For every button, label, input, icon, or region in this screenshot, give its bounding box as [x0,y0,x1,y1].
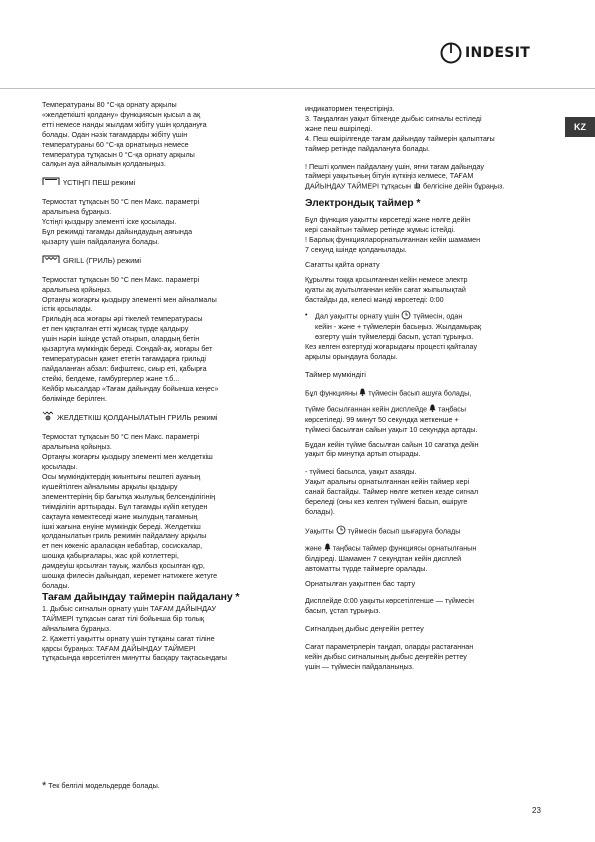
indesit-logo-mark-icon [440,42,462,64]
text-line: істік қосылады. [42,304,93,314]
text-line: Кейбір мысалдар «Тағам дайындау бойынша кеңес» [42,383,219,393]
grill-text [42,275,290,404]
cancel-time-text [305,596,553,616]
text-line: бастайды да, келесі мәнді көрсетеді: 0:00 [305,294,444,304]
text-line: Грильдің аса жоғары әрі тікелей температурасы [42,314,203,324]
text-line: күшейтілген айналымы арқылы қыздыру [42,481,178,491]
left-column [42,100,290,663]
grill-heading [42,255,290,267]
text-line: Температураны 80 °С-қа орнату арқылы [42,100,177,109]
fan-grill-text [42,432,290,591]
text-line: Ортаңғы жоғарғы қыздыру элементі мен айналмалы [42,294,217,304]
text-line: 2. Қажетті уақытты орнату үшін тұтқаны сағат тіліне [42,633,215,643]
top-heat-heading [42,177,290,189]
text-line: уақыт бір минутқа артып отырады. [305,449,421,459]
footnote [42,780,160,792]
text-line: пайдаланған абзал: бифштекс, сиыр еті, қабырға [42,363,207,373]
text-line: өзгерту үшін түймелерді басып, ұстап тұрыңыз. [315,332,474,342]
text-line: көрсетіледі. 99 минут 50 секундқа жеткенше + [305,414,459,424]
text-line: Сағат параметрлерін таңдап, оларды растағаннан [305,642,474,652]
text-line: аралығына бұраңыз. [42,207,112,217]
text-line: үшін нәрін ішінде ұстай отырып, олардың бетін [42,334,200,344]
text-line: болады). [305,507,335,516]
text-line: Уақыт аралығы орнатылғаннан кейін таймер кері [305,477,470,487]
text-line: ет пен қақталған етті жұмсақ түрде қалдыру [42,324,189,334]
volume-text [305,642,553,672]
text-line: және пеш өшіріледі. [305,123,373,133]
bell-icon [429,404,436,415]
timer-decrease-text [305,467,553,517]
text-line: «желдеткішті қолдану» функциясын қысыл а ақ [42,109,201,119]
text-line: айналымға бұраңыз. [42,623,112,633]
bell-icon [359,388,366,399]
text-line: кейін дыбыс сигналының дыбыс деңгейін реттеу [305,652,467,662]
text-line: температураны 60 °С-қа орнатыңыз немесе [42,139,189,149]
text-line: Термостат тұтқасын 50 °С пен Макс. параметрі [42,197,200,207]
text-line: элементтерінің бір бағытқа жылулық белсенділігінің [42,491,216,501]
fan-grill-heading [42,411,290,424]
page-number: 23 [532,806,541,815]
section-heading: GRILL (ГРИЛЬ) режимі [63,255,141,265]
time-display-text: Уақытты түймесін басып шығаруға болады және таңбасы таймер функциясы орнатылғанын білдіреді. Шамамен 7 секундтан кейін дисплей автоматты түрде таймерге оралады. [305,525,553,574]
cancel-time-heading: Орнатылған уақытпен бас тарту [305,578,416,588]
text-line: ДАЙЫНДАУ ТАЙМЕРІ тұтқасын белгісіне дейін бұраңыз. [305,181,505,191]
text-line: етті немесе нанды жылдам жібіту үшін қолдануға [42,119,207,129]
clock-reset-text [305,275,553,305]
text-line: кейін - және + түймелерін басыңыз. Жылдамырақ [315,322,482,332]
text-line: басып, ұстап тұрыңыз. [305,606,381,616]
text-line: тиімділігін арттырады. Бұл тағамды күйіп кетуден [42,501,208,511]
volume-heading: Сигналдың дыбыс деңгейін реттеу [305,624,424,634]
text-line: - түймесі басылса, уақыт азаяды. [305,467,417,477]
cooking-timer-heading: Тағам дайындау таймерін пайдалану * [42,590,240,603]
text-line: түймесі басылған сайын уақыт 10 секундқа артады. [305,424,478,434]
intro-text [42,100,290,169]
text-line: ішкі жағына енуіне мүмкіндік береді. Желдеткіш [42,521,201,531]
manual-use-warning [305,162,553,193]
text-line: 1. Дыбыс сигналын орнату үшін ТАҒАМ ДАЙЫНДАУ [42,603,217,613]
text-line: тұтқасында көрсетілген минутты басқару тақтасындағы [42,653,227,663]
text-line: ! Барлық функцияларорнатылғаннан кейін шамамен [305,235,481,245]
right-column [305,104,553,672]
text-line: стейкі, белдеме, гамбургерлер және т.б... [42,373,180,383]
indesit-logo [440,40,530,66]
text-line: 7 секунд ішінде қолданылады. [305,244,407,254]
text-line: таймері уақытының бітуін күткіңіз келмесе, ТАҒАМ [305,171,474,181]
text-line: қосылады. [42,462,78,472]
text-line: Бұл режимді тағамды дайындаудың аяғында [42,226,193,236]
clock-icon [401,310,411,323]
text-line: қолданылатын гриль режимін пайдалану арқылы [42,531,207,541]
text-line: шошқа қабырғалары, жас қой котлеттері, [42,551,179,561]
text-line: қуаты ақ ауытылғаннан кейін сағат жыпылықтай [305,284,466,294]
text-line: индикатормен теңестіріңіз. [305,104,395,113]
footnote-text: Тек белгілі модельдерде болады. [48,781,160,790]
hand-icon [413,181,421,192]
text-line: Бұл функция уақытты көрсетеді және нөлге дейін [305,215,471,225]
text-line: қызартуға мүмкіндік береді. Сондай-ақ, жоғары бет [42,344,213,354]
text-line: аралығына қойыңыз. [42,442,112,452]
header-divider [0,88,595,89]
cooking-timer-text [42,604,290,663]
electronic-timer-intro [305,215,553,255]
clock-reset-heading: Сағатты қайта орнату [305,259,380,269]
bullet-icon: • [305,309,308,319]
text-line: қызарту үшін пайдалануға болады. [42,236,160,246]
bell-icon [324,543,331,554]
section-heading: ҮСТІҢГІ ПЕШ режимі [63,178,136,188]
text-line: Бұдан кейін түйме басылған сайын 10 сағатқа дейін [305,439,479,449]
text-line: температурасын қажет ететін тағамдарға грильді [42,353,206,363]
text-line: ! Пешті қолмен пайдалану үшін, яғни тағам дайындау [305,161,484,171]
timer-continued-text [305,104,553,154]
top-heat-text [42,197,290,247]
text-line: арқылы орындауға болады. [305,352,398,362]
text-line: ТАЙМЕРІ тұтқасын сағат тілі бойынша бір толық [42,613,205,623]
language-tab: KZ [565,117,595,137]
text-line: Осы мүмкіндіктердің жиынтығы пештегі ауаның [42,472,201,481]
text-line: береледі (оны кез келген түймені басып, өшіруге [305,497,468,507]
text-line: білдіреді. Шамамен 7 секундтан кейін дисплей [305,553,462,563]
text-line: болады. Одан нәзік тағамдарды жібіту үшін [42,129,188,139]
text-line: Құрылғы тоққа қосылғаннан кейін немесе электр [305,274,468,284]
text-line: санай бастайды. Таймер нөлге жеткен кезде сигнал [305,487,479,497]
text-line: 3. Таңдалған уақыт біткенде дыбыс сигналы естіледі [305,113,482,123]
list-item: • Дал уақытты орнату үшін түймесін, одан кейін - және + түймелерін басыңыз. Жылдамырақ өзгерту үшін түймелерді басып, ұстап тұрыңыз. [305,309,482,342]
text-line: температура тұтқасын 0 °С-қа орнату арқылы [42,149,195,159]
text-line: аралығына қойыңыз. [42,284,112,294]
text-line: Үстіңгі қыздыру элементі іске қосылады. [42,217,177,227]
brand-name: INDESIT [465,45,531,61]
text-line: болады. [42,580,70,590]
text-line: бөлімінде берілген. [42,393,107,403]
text-line: шошқа филесін дайындап, керемет нәтижеге жетуге [42,571,218,581]
fan-grill-icon [42,411,54,424]
text-line: сақтауға көмектеседі және жылудың тағамның [42,511,198,521]
text-line: Ортаңғы жоғарғы қыздыру элементі мен желдеткіш [42,452,213,462]
timer-feature-heading: Таймер мүмкіндігі [305,370,366,380]
text-line: үшін — түймесін пайдаланыңыз. [305,661,414,671]
text-line: ет пен көкеніс араласқан кебабтар, сосискалар, [42,541,203,551]
text-line: дәмдеуіш қосылған тауық, жалбыз қосылған құр, [42,561,205,571]
text-line: кері санайтын таймер ретінде жұмыс істейді. [305,225,456,235]
text-line: Кез келген өзгертуді жоғарыдағы процесті қайталау [305,342,478,352]
text-line: 4. Пеш өшірілгенде тағам дайындау таймерін қалыптағы [305,133,495,143]
text-line: Термостат тұтқасын 50 °С пен Макс. параметрі [42,274,200,284]
timer-feature-text: Бұл функцияны түймесін басып ашуға болады, түйме басылғаннан кейін дисплейде таңбасы көрсетіледі. 99 минут 50 секундқа жеткенше + түймесі басылған сайын уақыт 10 секундқа артады. Бұдан кейін түйме басылған сайын 10 сағатқа дейін уақыт бір минутқа артып отырады. [305,388,553,459]
electronic-timer-heading: Электрондық таймер * [305,197,421,210]
text-line: Термостат тұтқасын 50 °С пен Макс. параметрі [42,432,200,442]
text-line: Дисплейде 0:00 уақыты көрсетілгенше — түймесін [305,596,474,606]
grill-icon [42,255,60,267]
section-heading: ЖЕЛДЕТКІШ ҚОЛДАНЫЛАТЫН ГРИЛЬ режимі [57,412,218,422]
text-line: қарсы бұраңыз: ТАҒАМ ДАЙЫНДАУ ТАЙМЕРІ [42,643,196,653]
top-heat-icon [42,177,60,189]
text-line: салқын ауа айналымын қолданыңыз. [42,159,166,169]
text-line: автоматты түрде таймерге оралады. [305,563,428,573]
text-line: таймер ретінде пайдалануға болады. [305,143,430,153]
asterisk-mark: * [42,780,47,792]
clock-icon [336,525,346,538]
